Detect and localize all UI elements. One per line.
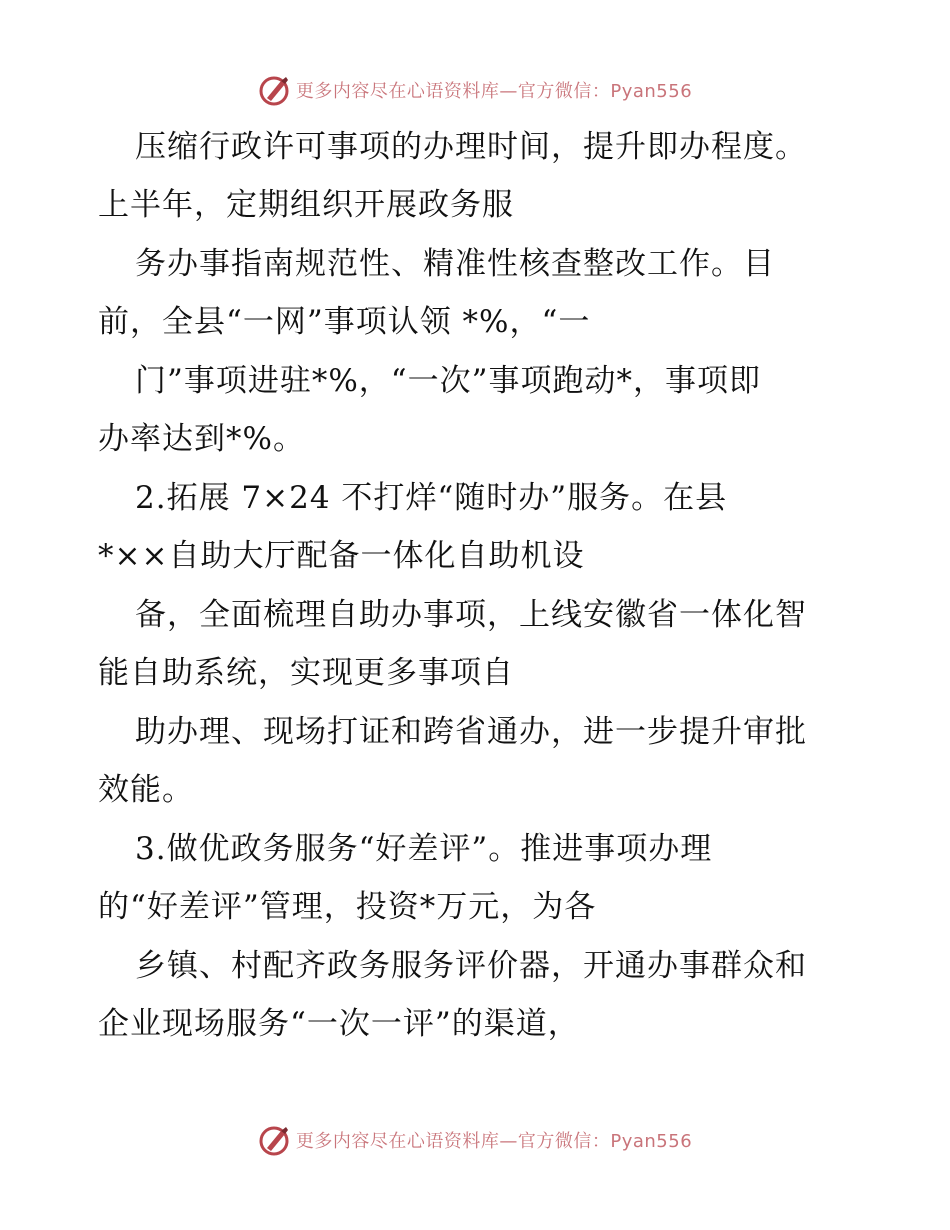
text-line: 的“好差评”管理，投资*万元，为各 [98,889,597,925]
text-line: 乡镇、村配齐政务服务评价器，开通办事群众和 [135,948,807,984]
text-line: 助办理、现场打证和跨省通办，进一步提升审批 [135,714,807,750]
text-line: 压缩行政许可事项的办理时间，提升即办程度。 [135,129,807,165]
header-watermark [0,70,950,110]
pen-logo-icon [258,73,292,107]
header-watermark-text: 更多内容尽在心语资料库—官方微信：Pyan556 [295,81,693,102]
footer-watermark-text: 更多内容尽在心语资料库—官方微信：Pyan556 [295,1131,693,1152]
text-line: *××自助大厅配备一体化自助机设 [98,538,585,574]
text-line: 效能。 [98,772,194,808]
text-line: 备，全面梳理自助办事项，上线安徽省一体化智 [135,597,807,633]
text-line: 办率达到*%。 [98,421,305,457]
text-line: 上半年，定期组织开展政务服 [98,187,514,223]
text-line: 能自助系统，实现更多事项自 [98,655,514,691]
text-line: 3.做优政务服务“好差评”。推进事项办理 [135,831,713,867]
text-line: 2.拓展 7×24 不打烊“随时办”服务。在县 [135,480,728,516]
text-line: 务办事指南规范性、精准性核查整改工作。目 [135,246,775,282]
text-line: 企业现场服务“一次一评”的渠道， [98,1006,580,1042]
text-line: 前，全县“一网”事项认领 *%，“一 [98,304,591,340]
pen-logo-icon [258,1123,292,1157]
text-line: 门”事项进驻*%，“一次”事项跑动*，事项即 [135,363,761,399]
footer-watermark [0,1120,950,1160]
